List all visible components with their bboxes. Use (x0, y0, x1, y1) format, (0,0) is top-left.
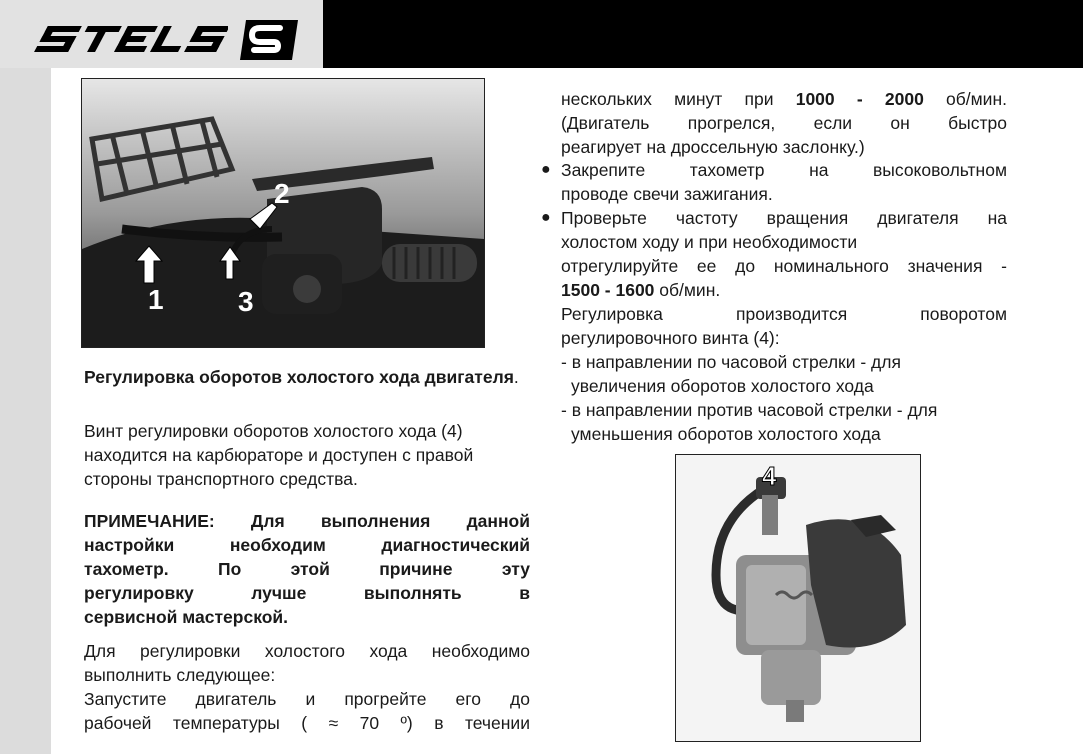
section-heading: Регулировка оборотов холостого хода двигателя. (84, 367, 519, 387)
header-bar (323, 0, 1083, 68)
carburetor-photo (675, 454, 921, 742)
bullet-item-check-rpm: Проверьте частоту вращения двигателя на холостом ходу и при необходимости отрегулируйте ее до номинального значения - 1500 - 1600 об/мин. (561, 208, 1007, 300)
callout-2: 2 (274, 178, 290, 209)
callout-3: 3 (238, 286, 254, 317)
callout-1: 1 (148, 284, 164, 315)
adjustment-paragraph: Регулировка производится поворотом регулировочного винта (4): (561, 304, 1007, 348)
header-logo-area (0, 0, 323, 68)
continued-step-paragraph: нескольких минут при 1000 - 2000 об/мин. (Двигатель прогрелся, если он быстро реагирует на дроссельную заслонку.) (561, 89, 1007, 157)
side-band (0, 68, 51, 754)
direction-counterclockwise: - в направлении против часовой стрелки - для (561, 400, 938, 420)
callout-4: 4 (762, 461, 777, 491)
bullet-icon: ● (541, 209, 551, 226)
handlebar-photo (81, 78, 485, 348)
bullet-item-tachometer: Закрепите тахометр на высоковольтном проводе свечи зажигания. (561, 160, 1007, 204)
direction-list: - в направлении по часовой стрелки - для увеличения оборотов холостого хода - в направлении против часовой стрелки - для уменьшения оборотов холостого хода (561, 350, 1007, 446)
direction-clockwise: - в направлении по часовой стрелки - для (561, 352, 901, 372)
stels-logo-wordmark (28, 22, 228, 56)
note-paragraph: ПРИМЕЧАНИЕ: Для выполнения данной настройки необходим диагностический тахометр. По этой причине эту регулировку лучше выполнять в сервисной мастерской. (84, 511, 530, 627)
intro-paragraph: Винт регулировки оборотов холостого хода (4) находится на карбюраторе и доступен с правой стороны транспортного средства. (84, 421, 474, 489)
bullet-icon: ● (541, 161, 551, 178)
steps-paragraph: Для регулировки холостого хода необходимо выполнить следующее: Запустите двигатель и прогрейте его до рабочей температуры ( ≈ 70 º) в течении (84, 641, 530, 733)
stels-s-badge-icon (236, 18, 302, 62)
